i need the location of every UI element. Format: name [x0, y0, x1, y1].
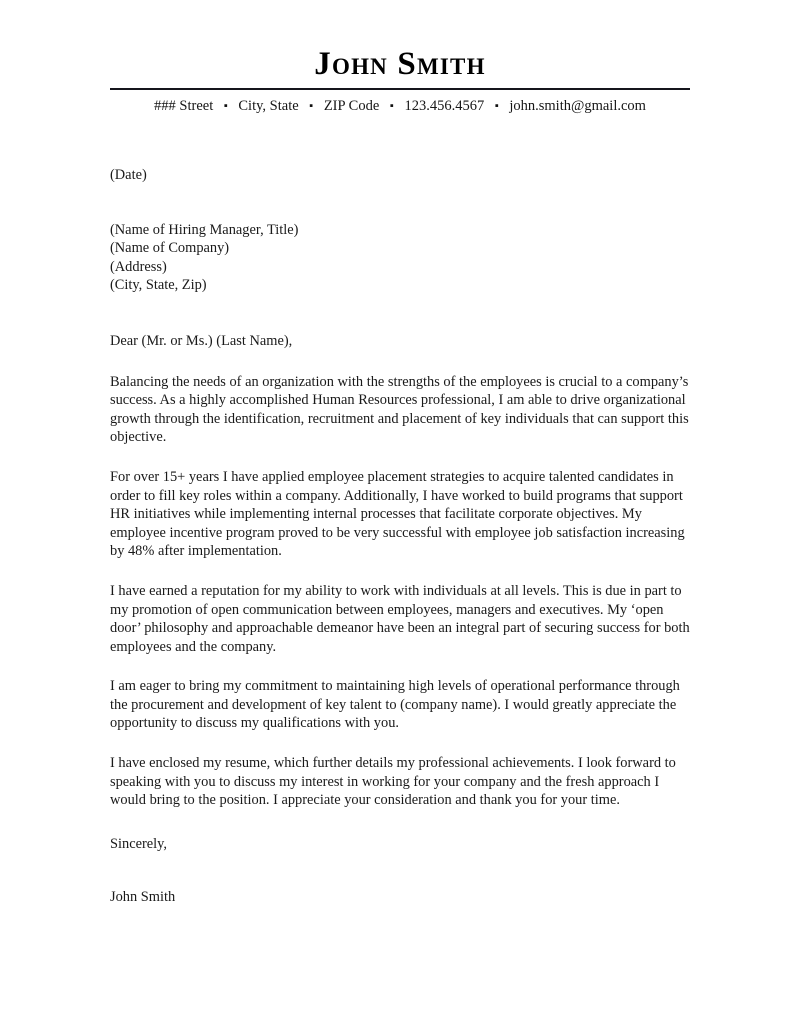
recipient-line: (City, State, Zip): [110, 277, 207, 294]
body-paragraph: I have earned a reputation for my ability to work with individuals at all levels. This is due in part to my promotion of open communication between employees, managers and executives. My ‘open door’ philosophy and approachable demeanor have been an integral part of securing success for both employees and the company.: [110, 582, 690, 655]
header-divider: [110, 88, 690, 90]
page-title: John Smith: [314, 46, 486, 82]
recipient-line: (Name of Company): [110, 240, 230, 257]
bullet-separator-icon: ▪: [309, 100, 314, 112]
body-paragraph: I have enclosed my resume, which further details my professional achievements. I look forward to speaking with you to discuss my interest in working for your company and the fresh approach I would bring to the position. I appreciate your consideration and thank you for your time.: [110, 755, 676, 809]
closing-salutation: Sincerely,: [110, 835, 168, 852]
recipient-address-block: [110, 221, 692, 295]
contact-email: john.smith@gmail.com: [509, 98, 646, 114]
body-paragraph: For over 15+ years I have applied employee placement strategies to acquire talented candidates in order to fill key roles within a company. Additionally, I have worked to build programs that support HR initiatives while implementing internal processes that facilitate corporate objectives. My employee incentive program proved to be very successful with employee job satisfaction increasing by 48% after implementation.: [110, 468, 685, 560]
salutation: Dear (Mr. or Ms.) (Last Name),: [110, 332, 293, 349]
contact-phone: 123.456.4567: [404, 98, 485, 114]
recipient-line: (Address): [110, 258, 167, 275]
contact-street: ### Street: [154, 98, 214, 114]
letterhead: [110, 44, 690, 116]
bullet-separator-icon: ▪: [494, 100, 499, 112]
contact-city-state: City, State: [238, 98, 299, 114]
bullet-separator-icon: ▪: [389, 100, 394, 112]
contact-line: [110, 96, 690, 116]
signature-name: John Smith: [110, 889, 176, 906]
body-paragraph: I am eager to bring my commitment to maintaining high levels of operational performance through the procurement and development of key talent to (company name). I would greatly appreciate the opportunity to discuss my qualifications with you.: [110, 678, 680, 732]
body-paragraph: Balancing the needs of an organization with the strengths of the employees is crucial to a company’s success. As a highly accomplished Human Resources professional, I am able to drive organizational growth through the identification, recruitment and placement of key individuals that can support this objective.: [110, 373, 689, 446]
contact-zip: ZIP Code: [323, 98, 380, 114]
letter-body: [110, 166, 692, 907]
date-placeholder: (Date): [110, 167, 147, 183]
recipient-line: (Name of Hiring Manager, Title): [110, 221, 299, 238]
bullet-separator-icon: ▪: [223, 100, 228, 112]
